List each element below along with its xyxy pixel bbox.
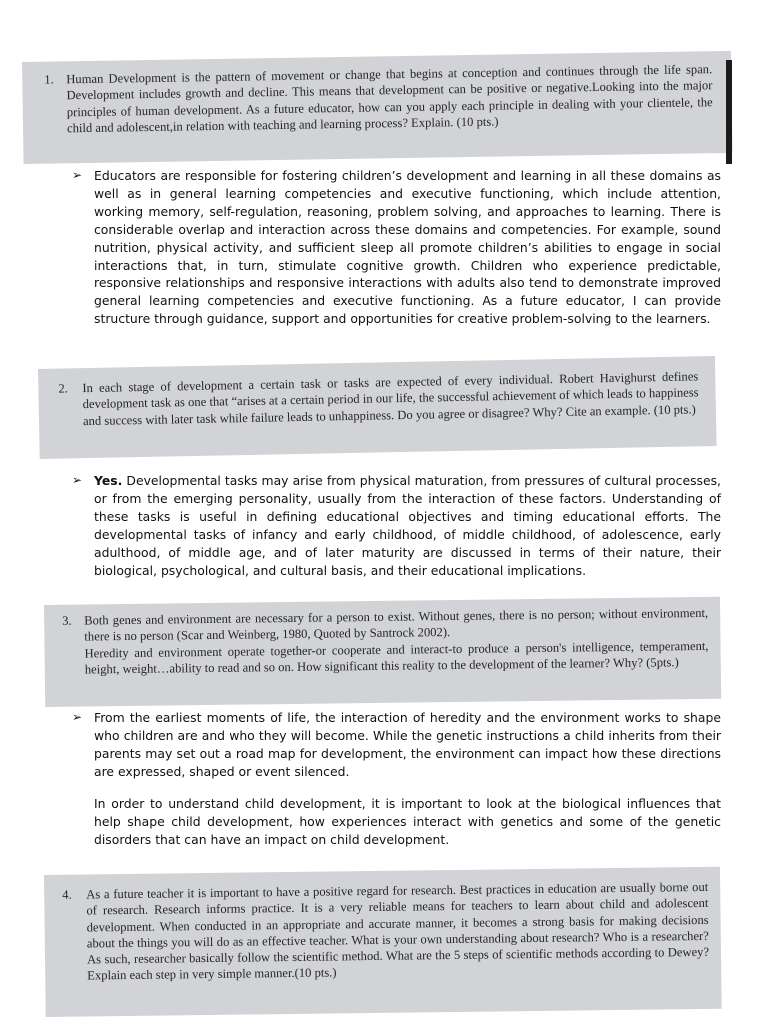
question-text-line: Heredity and environment operate together-or cooperate and interact-to produce a person's intelligence, temperament, height, weight…ability to read and so on. How significant this reality to the development of the learner? Why? (5pts.) — [84, 638, 709, 677]
question-number: 2. — [58, 381, 68, 396]
answer-text: In order to understand child development, it is important to look at the biological influences that help shape child development, how experiences interact with genetics and some of the genetic disorders that can have an impact on child development. — [94, 796, 721, 847]
page-edge-shadow — [726, 60, 732, 164]
answer-text — [94, 472, 721, 579]
answer-3-paragraph-2 — [94, 795, 721, 849]
question-number: 3. — [62, 613, 72, 628]
answer-3 — [72, 709, 721, 781]
answer-text: Educators are responsible for fostering children’s development and learning in all these domains as well as in general learning competencies and executive functioning, which include attention, working memory, self-regulation, reasoning, problem solving, and approaches to learning. There is considerable overlap and interaction across these domains and competencies. For example, sound nutrition, physical activity, and sufficient sleep all promote children’s abilities to engage in social interactions that, in turn, stimulate cognitive growth. Children who experience predictable, responsive relationships and responsive interactions with adults also tend to demonstrate improved general learning competencies and executive functioning. As a future educator, I can provide structure through guidance, support and opportunities for creative problem-solving to the learners. — [94, 168, 721, 327]
question-text-block — [84, 605, 709, 678]
question-text-line: Both genes and environment are necessary for a person to exist. Without genes, there is no person; without environment, there is no person (Scar and Weinberg, 1980, Quoted by Santrock 2002). — [84, 605, 709, 644]
question-4-box — [44, 867, 722, 1017]
answer-lead: Yes. — [94, 473, 123, 488]
question-text: Human Development is the pattern of movement or change that begins at conception and continues through the life span. Development includes growth and decline. This means that development can be positive or negative.Looking into the major principles of human development. As a future educator, how can you apply each principle in dealing with your clientele, the child and adolescent,in relation with teaching and learning process? Explain. (10 pts.) — [66, 62, 713, 136]
question-number: 4. — [62, 887, 72, 902]
answer-text: From the earliest moments of life, the interaction of heredity and the environment works to shape who children are and who they will become. While the genetic instructions a child inherits from their parents may set out a road map for development, the environment can impact how these directions are expressed, shaped or event silenced. — [94, 710, 721, 779]
arrow-bullet-icon: ➢ — [72, 710, 83, 724]
question-number: 1. — [44, 72, 54, 87]
question-text: In each stage of development a certain task or tasks are expected of every individual. Robert Havighurst defines development task as one that “arises at a certain period in our life, the successful achievement of which leads to happiness and success with later task while failure leads to unhappiness. Do you agree or disagree? Why? Cite an example. (10 pts.) — [82, 369, 699, 428]
answer-2 — [72, 472, 721, 579]
question-text: As a future teacher it is important to have a positive regard for research. Best practices in education are usually borne out of research. Research informs practice. It is a very reliable means for teachers to learn about child and adolescent development. When conducted in an appropriate and accurate manner, it becomes a strong basis for making decisions about the things you will do as an effective teacher. What is your own understanding about research? Who is a researcher? As such, researcher basically follow the scientific method. What are the 5 steps of scientific methods according to Dewey? Explain each step in very simple manner.(10 pts.) — [86, 879, 710, 983]
arrow-bullet-icon: ➢ — [72, 168, 83, 182]
question-1-box — [22, 51, 733, 164]
answer-1 — [72, 167, 721, 328]
question-3-box — [44, 597, 721, 707]
answer-body: Developmental tasks may arise from physical maturation, from pressures of cultural processes, or from the emerging personality, usually from the interaction of these factors. Understanding of these tasks is useful in defining educational objectives and timing educational efforts. The developmental tasks of infancy and early childhood, of middle childhood, of adolescence, early adulthood, of middle age, and of later maturity are discussed in terms of their nature, their biological, psychological, and cultural basis, and their educational implications. — [94, 473, 721, 578]
question-2-box — [38, 356, 717, 459]
arrow-bullet-icon: ➢ — [72, 473, 83, 487]
